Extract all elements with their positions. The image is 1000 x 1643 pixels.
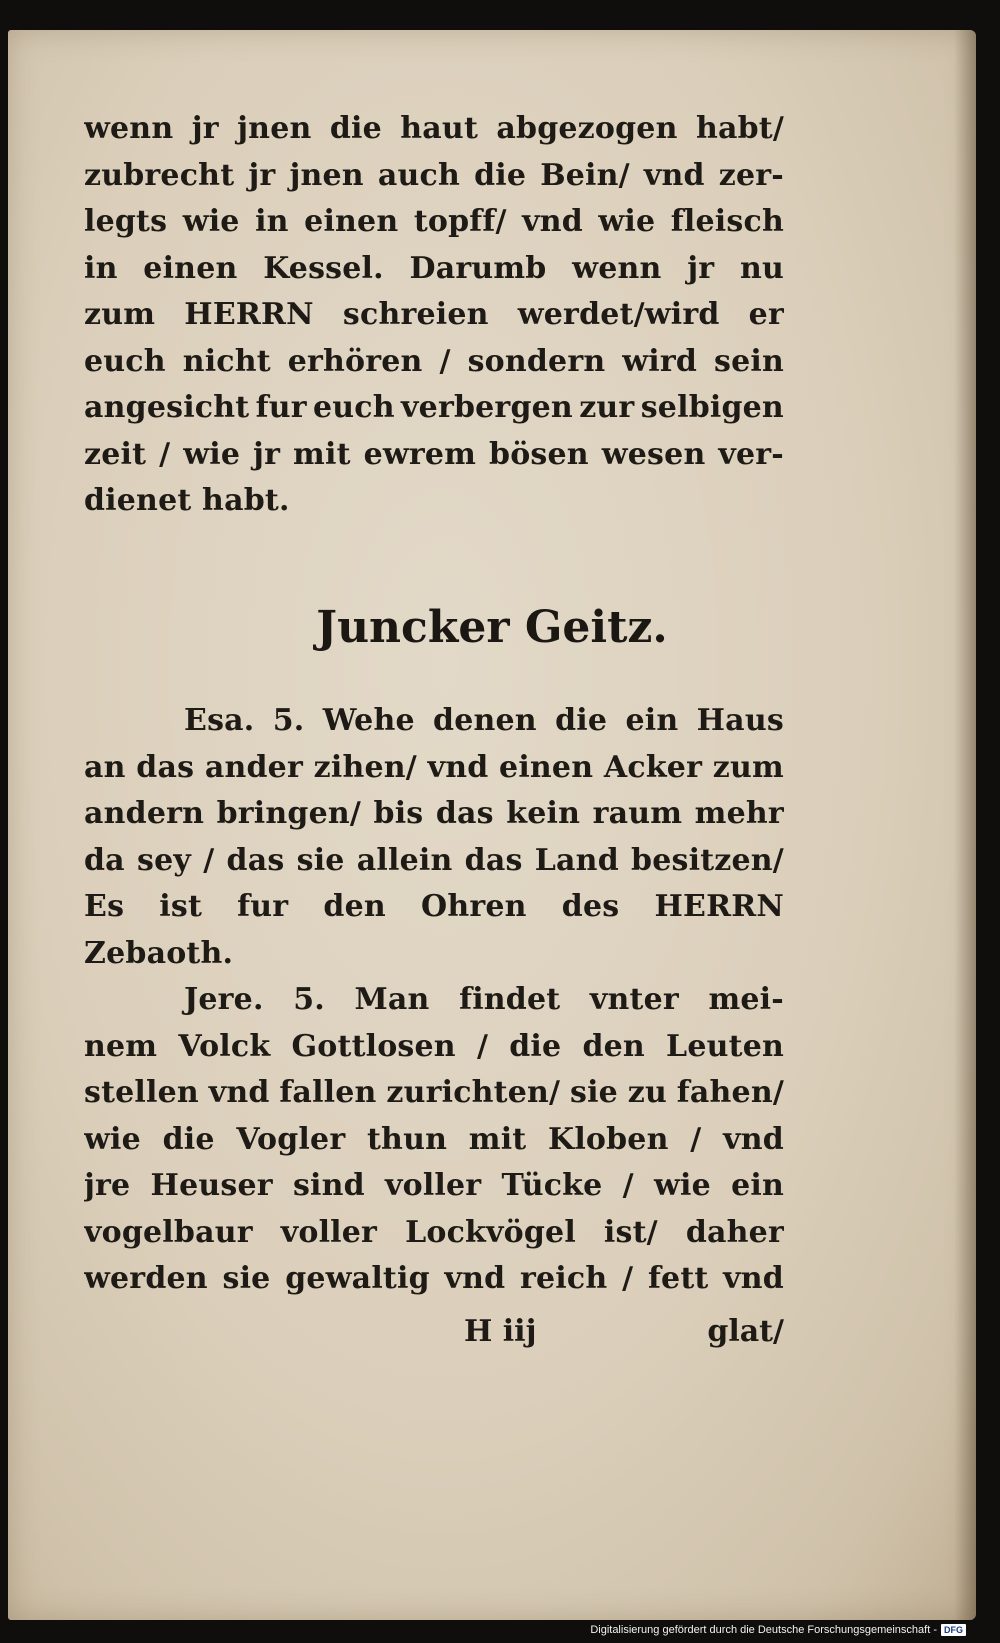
- word: 5.: [272, 703, 305, 738]
- word: vnd: [427, 749, 489, 785]
- text-line: [84, 977, 784, 1024]
- word: Acker: [603, 749, 703, 785]
- word: wie: [183, 436, 241, 472]
- word: wird: [622, 343, 698, 379]
- book-page: [8, 30, 976, 1620]
- word: vnd: [208, 1075, 270, 1110]
- word: nicht: [182, 343, 271, 379]
- section-heading: Juncker Geitz.: [316, 602, 668, 653]
- text-line: [84, 1256, 784, 1303]
- word: Kloben: [548, 1121, 669, 1157]
- word: abgezogen: [496, 111, 678, 146]
- word: jre: [84, 1168, 131, 1203]
- dfg-logo: DFG: [941, 1624, 966, 1636]
- text-line: [84, 106, 784, 153]
- word: auch: [377, 157, 461, 193]
- word: wesen: [601, 436, 706, 472]
- text-line: Zebaoth.: [84, 935, 234, 971]
- word: bis: [373, 796, 424, 831]
- word: andern: [84, 796, 205, 831]
- word: Es: [84, 889, 125, 924]
- word: fleisch: [670, 204, 784, 239]
- word: ander: [204, 749, 303, 785]
- text-line: [84, 1163, 784, 1210]
- word: zeit: [84, 436, 147, 472]
- word: vnd: [643, 157, 705, 193]
- word: er: [748, 297, 784, 332]
- word: Volck: [178, 1028, 271, 1064]
- page-edge-shadow: [954, 30, 976, 1620]
- text-line: [84, 246, 784, 293]
- word: /: [622, 1168, 634, 1203]
- word: kein: [506, 796, 581, 831]
- word: zubrecht: [84, 157, 235, 193]
- text-line: [84, 1117, 784, 1164]
- word: mit: [468, 1121, 527, 1157]
- word: angesicht: [84, 390, 250, 425]
- word: HERRN: [654, 889, 784, 924]
- text-line: [84, 153, 784, 200]
- word: zur: [579, 390, 635, 425]
- word: fahen/: [676, 1075, 784, 1110]
- word: vnd: [444, 1261, 506, 1296]
- word: Wehe: [322, 703, 415, 738]
- word: schreien: [342, 297, 489, 332]
- word: wie: [653, 1168, 711, 1203]
- word: fur: [237, 889, 289, 924]
- word: zum: [712, 749, 784, 785]
- word: sein: [713, 343, 784, 379]
- word: Bein/: [540, 157, 630, 193]
- word: sind: [292, 1168, 365, 1203]
- word: Haus: [696, 703, 784, 738]
- paragraph-2: [84, 698, 784, 1303]
- word: das: [435, 796, 494, 831]
- word: zurichten/: [386, 1075, 561, 1110]
- word: Heuser: [150, 1168, 273, 1203]
- text-line: dienet habt.: [84, 483, 290, 518]
- word: zu: [627, 1075, 667, 1110]
- word: ein: [731, 1168, 784, 1203]
- word: das: [464, 842, 523, 878]
- word: die: [509, 1028, 562, 1064]
- word: denen: [433, 703, 537, 738]
- word: Ohren: [421, 889, 527, 924]
- text-line: [84, 1024, 784, 1071]
- word: euch: [84, 343, 166, 379]
- word: Kessel.: [263, 250, 384, 286]
- word: fur: [255, 390, 307, 425]
- word: ein: [625, 703, 679, 738]
- word: die: [162, 1121, 215, 1157]
- word: sie: [569, 1075, 618, 1110]
- word: zihen/: [313, 749, 417, 785]
- word: wie: [182, 204, 240, 239]
- text-line: [84, 385, 784, 432]
- word: voller: [280, 1214, 378, 1250]
- word: einen: [143, 250, 238, 286]
- word: ist/: [603, 1214, 658, 1250]
- word: werden: [84, 1261, 208, 1296]
- word: bösen: [489, 436, 589, 472]
- word: des: [561, 889, 620, 924]
- word: mei-: [708, 982, 784, 1017]
- word: selbigen: [640, 390, 784, 425]
- word: reich: [519, 1261, 608, 1296]
- word: Darumb: [409, 250, 547, 286]
- word: habt/: [695, 111, 784, 146]
- word: ewrem: [363, 436, 477, 472]
- word: jr: [253, 436, 281, 472]
- word: zum: [84, 297, 156, 332]
- text-line: [84, 884, 784, 931]
- word: gewaltig: [285, 1261, 430, 1296]
- text-line: [84, 292, 784, 339]
- credit-text: Digitalisierung gefördert durch die Deutsche Forschungsgemeinschaft -: [590, 1624, 937, 1636]
- word: /: [159, 436, 171, 472]
- word: sey: [137, 842, 192, 878]
- word: Esa.: [184, 703, 255, 738]
- text-line: [84, 698, 784, 745]
- word: mit: [293, 436, 351, 472]
- word: Man: [354, 982, 430, 1017]
- word: nem: [84, 1028, 158, 1064]
- word: ver-: [718, 436, 784, 472]
- word: vnd: [522, 204, 583, 239]
- word: findet: [459, 982, 561, 1017]
- word: allein: [356, 842, 453, 878]
- word: sie: [222, 1261, 271, 1296]
- word: Lockvögel: [405, 1214, 576, 1250]
- word: vnter: [589, 982, 679, 1017]
- word: Jere.: [184, 982, 264, 1017]
- text-line: [84, 1070, 784, 1117]
- word: thun: [367, 1121, 448, 1157]
- word: das: [226, 842, 285, 878]
- word: jr: [687, 250, 715, 286]
- word: verbergen: [401, 390, 573, 425]
- word: die: [329, 111, 382, 146]
- word: jr: [248, 157, 276, 193]
- word: vnd: [723, 1261, 784, 1296]
- word: 5.: [293, 982, 325, 1017]
- word: raum: [592, 796, 683, 831]
- word: das: [136, 749, 195, 785]
- signature-mark: H iij: [464, 1314, 537, 1349]
- word: an: [84, 749, 126, 785]
- word: wie: [84, 1121, 141, 1157]
- word: Gottlosen: [291, 1028, 456, 1064]
- catchword: glat/: [707, 1314, 784, 1349]
- word: sie: [296, 842, 345, 878]
- word: Land: [534, 842, 619, 878]
- word: /: [622, 1261, 634, 1296]
- paragraph-1: [84, 106, 784, 525]
- text-line: [84, 339, 784, 386]
- text-line: [84, 1210, 784, 1257]
- word: besitzen/: [631, 842, 784, 878]
- word: zer-: [718, 157, 784, 193]
- word: den: [323, 889, 386, 924]
- word: wie: [598, 204, 656, 239]
- word: Leuten: [666, 1028, 784, 1064]
- text-line: [84, 199, 784, 246]
- word: vnd: [723, 1121, 784, 1157]
- word: einen: [304, 204, 399, 239]
- word: in: [84, 250, 118, 286]
- text-line: [84, 838, 784, 885]
- word: Tücke: [501, 1168, 603, 1203]
- word: einen: [499, 749, 594, 785]
- word: /: [476, 1028, 489, 1064]
- word: in: [255, 204, 289, 239]
- word: die: [474, 157, 527, 193]
- word: fallen: [279, 1075, 377, 1110]
- word: sondern: [467, 343, 606, 379]
- word: HERRN: [184, 297, 314, 332]
- word: jnen: [289, 157, 364, 193]
- text-line: [84, 745, 784, 792]
- word: /: [203, 842, 215, 878]
- word: fett: [647, 1261, 709, 1296]
- word: /: [690, 1121, 702, 1157]
- word: daher: [685, 1214, 784, 1250]
- page-footer-line: [84, 1314, 784, 1360]
- word: werdet/wird: [517, 297, 720, 332]
- word: Vogler: [236, 1121, 346, 1157]
- word: jr: [191, 111, 219, 146]
- word: euch: [313, 390, 395, 425]
- word: vogelbaur: [84, 1214, 253, 1250]
- word: haut: [400, 111, 479, 146]
- text-line: [84, 432, 784, 479]
- word: ist: [159, 889, 203, 924]
- word: bringen/: [216, 796, 362, 831]
- digitization-credit: [590, 1623, 966, 1637]
- word: den: [582, 1028, 645, 1064]
- word: die: [555, 703, 608, 738]
- word: mehr: [694, 796, 784, 831]
- word: legts: [84, 204, 168, 239]
- word: jnen: [237, 111, 312, 146]
- word: voller: [384, 1168, 482, 1203]
- word: topff/: [413, 204, 507, 239]
- word: wenn: [572, 250, 662, 286]
- word: nu: [739, 250, 784, 286]
- word: stellen: [84, 1075, 199, 1110]
- word: /: [439, 343, 451, 379]
- word: wenn: [84, 111, 174, 146]
- text-line: [84, 791, 784, 838]
- word: erhören: [287, 343, 423, 379]
- word: da: [84, 842, 125, 878]
